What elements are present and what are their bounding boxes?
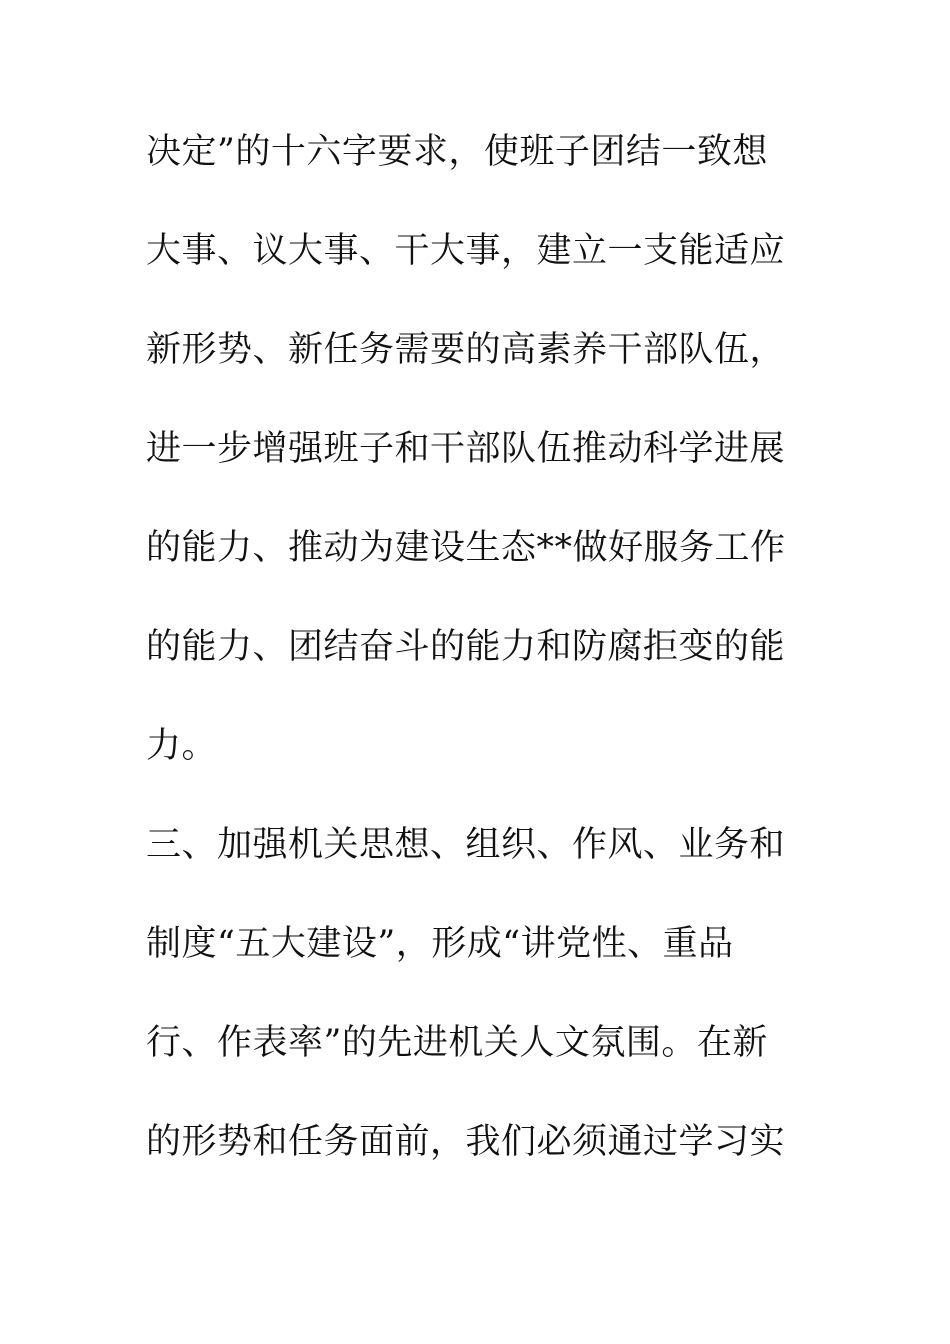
document-body	[146, 124, 806, 1213]
text-line: 新形势、新任务需要的高素养干部队伍，	[146, 330, 786, 370]
text-line: 的能力、推动为建设生态**做好服务工作	[146, 528, 786, 568]
text-line: 力。	[146, 726, 218, 766]
text-line: 制度“五大建设”，形成“讲党性、重品	[146, 924, 734, 964]
section-heading-line: 三、加强机关思想、组织、作风、业务和	[146, 825, 786, 865]
text-line: 的形势和任务面前，我们必须通过学习实	[146, 1122, 786, 1162]
text-line: 决定”的十六字要求，使班子团结一致想	[146, 132, 768, 172]
text-line: 的能力、团结奋斗的能力和防腐拒变的能	[146, 627, 786, 667]
text-line: 大事、议大事、干大事，建立一支能适应	[146, 231, 786, 271]
text-line: 行、作表率”的先进机关人文氛围。在新	[146, 1023, 768, 1063]
text-line: 进一步增强班子和干部队伍推动科学进展	[146, 429, 786, 469]
